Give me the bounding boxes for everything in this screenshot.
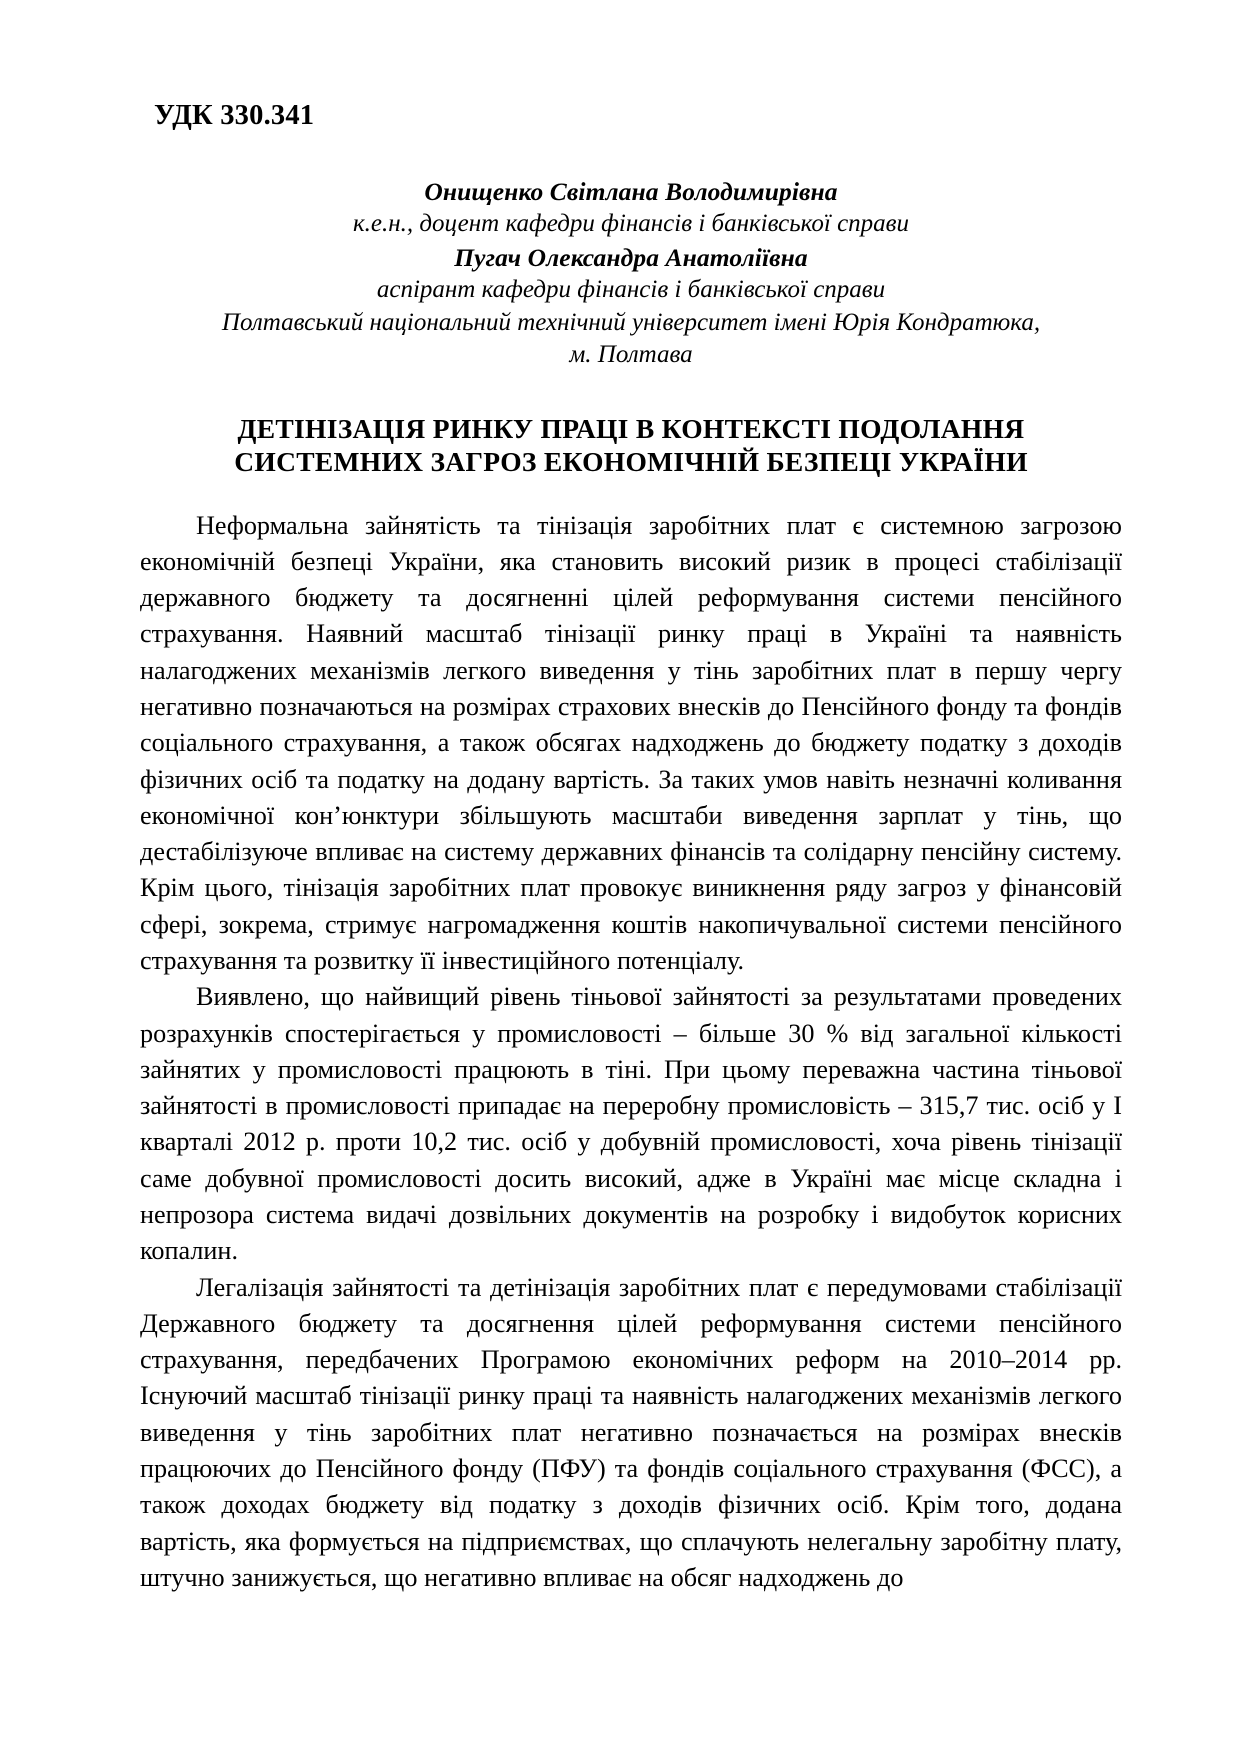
- udc-code: УДК 330.341: [154, 100, 315, 131]
- page-title-line-1: ДЕТІНІЗАЦІЯ РИНКУ ПРАЦІ В КОНТЕКСТІ ПОДОЛАННЯ: [237, 412, 1025, 444]
- affiliation: Полтавський національний технічний університет імені Юрія Кондратюка,: [221, 308, 1041, 336]
- paragraph-1: Неформальна зайнятість та тінізація заробітних плат є системною загрозою економічній безпеці України, яка становить високий ризик в процесі стабілізації державного бюджету та досягненні цілей реформування системи пенсійного страхування. Наявний масштаб тінізації ринку праці в Україні та наявність налагоджених механізмів легкого виведення у тінь заробітних плат в першу чергу негативно позначаються на розмірах страхових внесків до Пенсійного фонду та фондів соціального страхування, а також обсягах надходжень до бюджету податку з доходів фізичних осіб та податку на додану вартість. За таких умов навіть незначні коливання економічної кон’юнктури збільшують масштаби виведення зарплат у тінь, що дестабілізуюче впливає на систему державних фінансів та солідарну пенсійну систему. Крім цього, тінізація заробітних плат провокує виникнення ряду загроз у фінансовій сфері, зокрема, стримує нагромадження коштів накопичувальної системи пенсійного страхування та розвитку її інвестиційного потенціалу.: [140, 510, 1122, 975]
- author-name-1: Онищенко Світлана Володимирівна: [424, 177, 838, 207]
- page-title: [164, 412, 1098, 478]
- author-block: [140, 175, 1122, 371]
- author-role-1: к.е.н., доцент кафедри фінансів і банківської справи: [352, 210, 910, 238]
- city: м. Полтава: [569, 341, 693, 369]
- page-title-line-2: СИСТЕМНИХ ЗАГРОЗ ЕКОНОМІЧНІЙ БЕЗПЕЦІ УКРАЇНИ: [234, 445, 1028, 477]
- author-name-2: Пугач Олександра Анатоліївна: [454, 242, 808, 272]
- paragraph-2: Виявлено, що найвищий рівень тіньової зайнятості за результатами проведених розрахунків спостерігається у промисловості – більше 30 % від загальної кількості зайнятих у промисловості працюють в тіні. При цьому переважна частина тіньової зайнятості в промисловості припадає на переробну промисловість – 315,7 тис. осіб у I кварталі 2012 р. проти 10,2 тис. осіб у добувній промисловості, хоча рівень тінізації саме добувної промисловості досить високий, адже в Україні має місце складна і непрозора система видачі дозвільних документів на розробку і видобуток корисних копалин.: [140, 982, 1122, 1266]
- author-role-2: аспірант кафедри фінансів і банківської справи: [376, 276, 886, 304]
- body-text: [140, 508, 1122, 1596]
- paragraph-3: Легалізація зайнятості та детінізація заробітних плат є передумовами стабілізації Державного бюджету та досягнення цілей реформування системи пенсійного страхування, передбачених Програмою економічних реформ на 2010–2014 рр. Існуючий масштаб тінізації ринку праці та наявність налагоджених механізмів легкого виведення у тінь заробітних плат негативно позначається на розмірах внесків працюючих до Пенсійного фонду (ПФУ) та фондів соціального страхування (ФСС), а також доходах бюджету від податку з доходів фізичних осіб. Крім того, додана вартість, яка формується на підприємствах, що сплачують нелегальну заробітну плату, штучно занижується, що негативно впливає на обсяг надходжень до: [140, 1272, 1122, 1592]
